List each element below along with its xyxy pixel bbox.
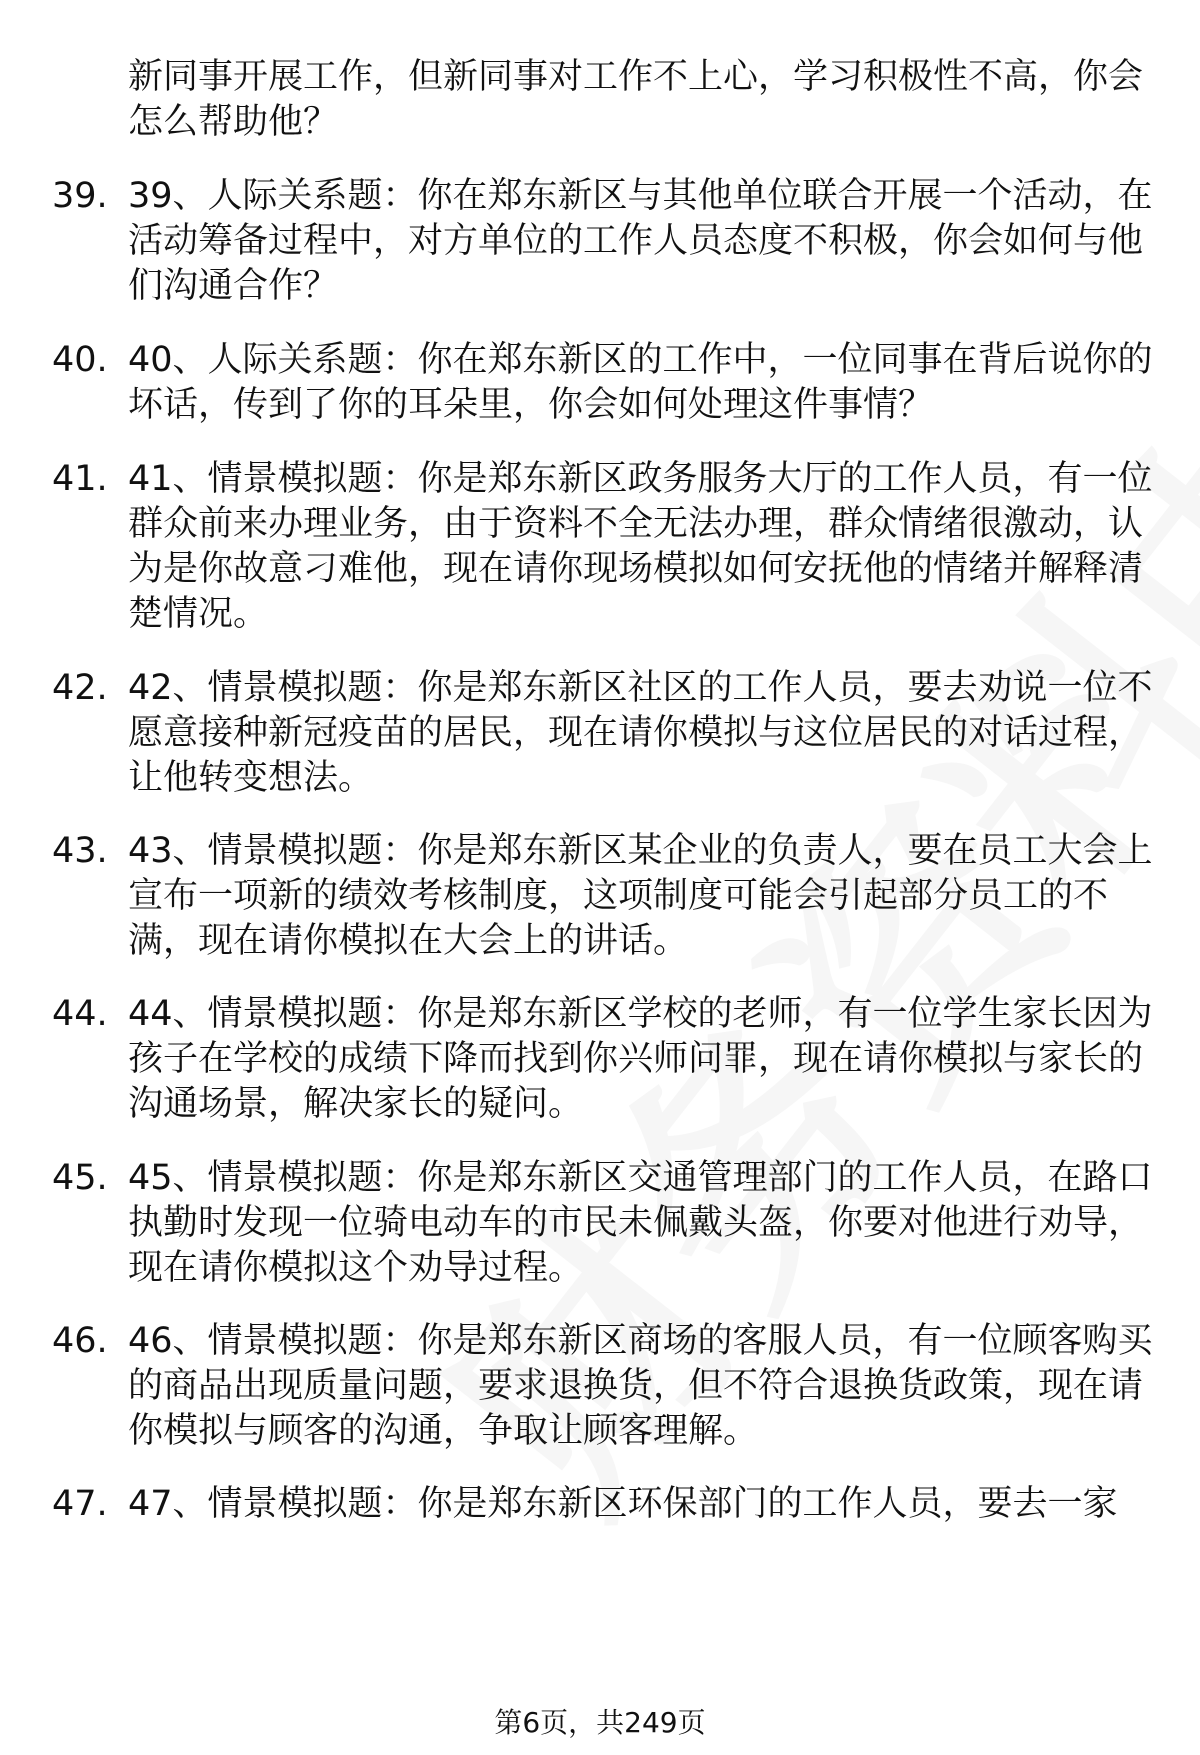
question-text: 39、人际关系题：你在郑东新区与其他单位联合开展一个活动，在活动筹备过程中，对方单位的工作人员态度不积极，你会如何与他们沟通合作？ [128, 176, 1153, 306]
continuation-text: 新同事开展工作，但新同事对工作不上心，学习积极性不高，你会怎么帮助他？ [128, 57, 1144, 142]
question-number: 39. [52, 176, 108, 216]
question-number: 47. [52, 1484, 108, 1524]
question-number: 42. [52, 668, 108, 708]
question-number: 46. [52, 1321, 108, 1361]
question-text: 45、情景模拟题：你是郑东新区交通管理部门的工作人员，在路口执勤时发现一位骑电动车的市民未佩戴头盔，你要对他进行劝导，现在请你模拟这个劝导过程。 [128, 1158, 1153, 1288]
question-text: 41、情景模拟题：你是郑东新区政务服务大厅的工作人员，有一位群众前来办理业务，由于资料不全无法办理，群众情绪很激动，认为是你故意刁难他，现在请你现场模拟如何安抚他的情绪并解释清楚情况。 [128, 459, 1153, 634]
question-text: 40、人际关系题：你在郑东新区的工作中，一位同事在背后说你的坏话，传到了你的耳朵里，你会如何处理这件事情？ [128, 340, 1153, 425]
question-number: 40. [52, 340, 108, 380]
question-number: 44. [52, 994, 108, 1034]
page-footer: 第6页，共249页 [494, 1706, 706, 1739]
question-text: 44、情景模拟题：你是郑东新区学校的老师，有一位学生家长因为孩子在学校的成绩下降而找到你兴师问罪，现在请你模拟与家长的沟通场景，解决家长的疑问。 [128, 994, 1153, 1124]
question-text: 47、情景模拟题：你是郑东新区环保部门的工作人员，要去一家 [128, 1484, 1118, 1524]
question-number: 41. [52, 459, 108, 499]
question-text: 43、情景模拟题：你是郑东新区某企业的负责人，要在员工大会上宣布一项新的绩效考核制度，这项制度可能会引起部分员工的不满，现在请你模拟在大会上的讲话。 [128, 831, 1153, 961]
question-number: 45. [52, 1158, 108, 1198]
question-text: 42、情景模拟题：你是郑东新区社区的工作人员，要去劝说一位不愿意接种新冠疫苗的居民，现在请你模拟与这位居民的对话过程，让他转变想法。 [128, 668, 1153, 798]
question-text: 46、情景模拟题：你是郑东新区商场的客服人员，有一位顾客购买的商品出现质量问题，要求退换货，但不符合退换货政策，现在请你模拟与顾客的沟通，争取让顾客理解。 [128, 1321, 1153, 1451]
question-number: 43. [52, 831, 108, 871]
